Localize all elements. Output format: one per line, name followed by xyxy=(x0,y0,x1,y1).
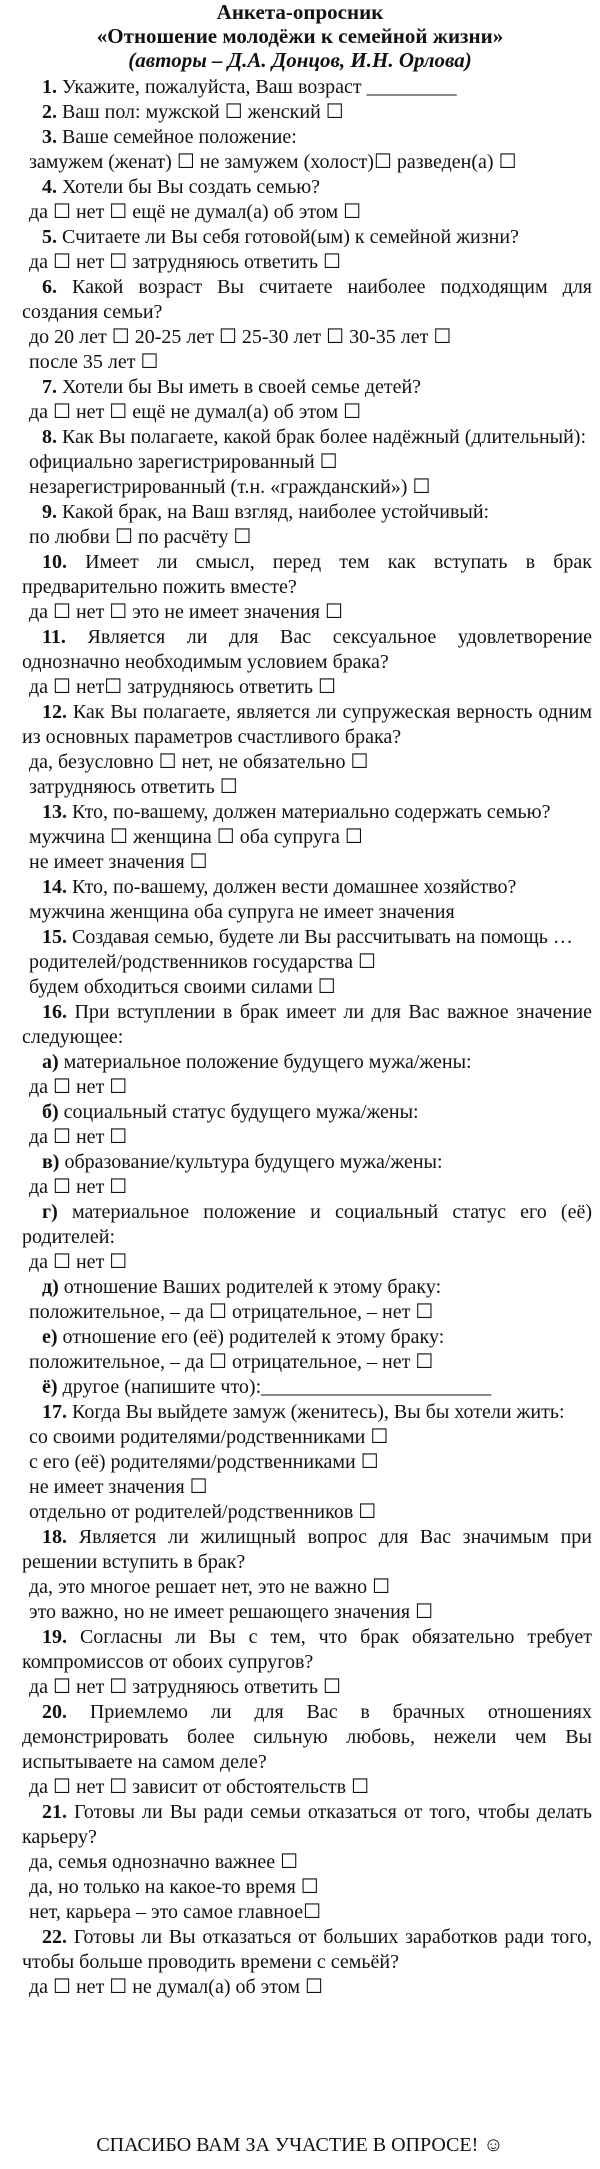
sub-question-letter: а) xyxy=(42,1051,59,1073)
question-17 xyxy=(22,1400,592,1425)
question-number: 15. xyxy=(42,926,67,948)
answer-options[interactable]: замужем (женат) ☐ не замужем (холост)☐ разведен(а) ☐ xyxy=(29,151,517,173)
sub-question-letter: г) xyxy=(42,1201,58,1223)
question-number: 6. xyxy=(42,276,57,298)
answer-options[interactable]: да, безусловно ☐ нет, не обязательно ☐ xyxy=(29,751,369,773)
answer-options[interactable]: это важно, но не имеет решающего значения ☐ xyxy=(29,1601,434,1623)
question-3 xyxy=(22,125,592,150)
question-21 xyxy=(22,1800,592,1850)
question-number: 7. xyxy=(42,376,57,398)
answer-options[interactable]: да ☐ нет ☐ затрудняюсь ответить ☐ xyxy=(29,251,341,273)
sub-question-text: отношение его (её) родителей к этому браку: xyxy=(62,1326,445,1348)
answer-options[interactable]: да ☐ нет ☐ затрудняюсь ответить ☐ xyxy=(29,1676,341,1698)
sub-question xyxy=(22,1050,592,1075)
question-number: 4. xyxy=(42,176,57,198)
question-19 xyxy=(22,1625,592,1675)
question-text: Создавая семью, будете ли Вы рассчитывать на помощь … xyxy=(72,926,573,948)
question-number: 5. xyxy=(42,226,57,248)
question-number: 18. xyxy=(42,1526,67,1548)
question-text: Готовы ли Вы ради семьи отказаться от того, чтобы делать карьеру? xyxy=(22,1801,593,1848)
sub-question-text: социальный статус будущего мужа/жены: xyxy=(63,1101,419,1123)
question-number: 14. xyxy=(42,876,67,898)
sub-question-text: отношение Ваших родителей к этому браку: xyxy=(63,1276,442,1298)
answer-options[interactable]: будем обходиться своими силами ☐ xyxy=(29,976,336,998)
document-subtitle: «Отношение молодёжи к семейной жизни» xyxy=(96,24,504,48)
question-text: При вступлении в брак имеет ли для Вас важное значение следующее: xyxy=(22,1001,593,1048)
answer-options[interactable]: не имеет значения ☐ xyxy=(29,851,208,873)
question-number: 9. xyxy=(42,501,57,523)
document-title: Анкета-опросник xyxy=(216,0,384,24)
sub-question xyxy=(22,1150,592,1175)
sub-question-text: образование/культура будущего мужа/жены: xyxy=(64,1151,443,1173)
question-text: Какой брак, на Ваш взгляд, наиболее устойчивый: xyxy=(62,501,490,523)
answer-options[interactable]: положительное, – да ☐ отрицательное, – нет ☐ xyxy=(29,1351,434,1373)
question-number: 12. xyxy=(42,701,67,723)
question-16 xyxy=(22,1000,592,1050)
answer-options[interactable]: да ☐ нет☐ затрудняюсь ответить ☐ xyxy=(29,676,336,698)
answer-options[interactable]: со своими родителями/родственниками ☐ xyxy=(29,1426,389,1448)
question-4 xyxy=(22,175,592,200)
sub-question-text: материальное положение и социальный статус его (её) родителей: xyxy=(22,1201,593,1248)
answer-options[interactable]: затрудняюсь ответить ☐ xyxy=(29,776,238,798)
question-number: 13. xyxy=(42,801,67,823)
question-text: Кто, по-вашему, должен материально содержать семью? xyxy=(72,801,551,823)
sub-question xyxy=(22,1325,592,1350)
answer-options[interactable]: да ☐ нет ☐ это не имеет значения ☐ xyxy=(29,601,343,623)
sub-question-letter: б) xyxy=(42,1101,59,1123)
answer-options[interactable]: мужчина ☐ женщина ☐ оба супруга ☐ xyxy=(29,826,363,848)
answer-options[interactable]: не имеет значения ☐ xyxy=(29,1476,208,1498)
question-text: Считаете ли Вы себя готовой(ым) к семейной жизни? xyxy=(62,226,519,248)
answer-options[interactable]: после 35 лет ☐ xyxy=(29,351,159,373)
question-text: Приемлемо ли для Вас в брачных отношениях демонстрировать более сильную любовь, нежели чем Вы испытываете на самом деле? xyxy=(22,1701,592,1773)
question-list xyxy=(22,75,592,2000)
question-text: Когда Вы выйдете замуж (женитесь), Вы бы хотели жить: xyxy=(72,1401,565,1423)
answer-options[interactable]: положительное, – да ☐ отрицательное, – нет ☐ xyxy=(29,1301,434,1323)
question-2 xyxy=(22,100,592,125)
answer-options[interactable]: с его (её) родителями/родственниками ☐ xyxy=(29,1451,379,1473)
answer-options[interactable]: отдельно от родителей/родственников ☐ xyxy=(29,1501,377,1523)
question-number: 16. xyxy=(42,1001,67,1023)
sub-question xyxy=(22,1375,592,1400)
question-15 xyxy=(22,925,592,950)
thanks-message: СПАСИБО ВАМ ЗА УЧАСТИЕ В ОПРОСЕ! ☺ xyxy=(96,2134,504,2156)
question-18 xyxy=(22,1525,592,1575)
sub-question xyxy=(22,1200,592,1250)
answer-options[interactable]: да ☐ нет ☐ не думал(а) об этом ☐ xyxy=(29,1976,323,1998)
answer-options[interactable]: незарегистрированный (т.н. «гражданский») ☐ xyxy=(29,476,431,498)
answer-options[interactable]: официально зарегистрированный ☐ xyxy=(29,451,338,473)
question-text: Готовы ли Вы отказаться от больших заработков ради того, чтобы больше проводить времени с семьёй? xyxy=(22,1926,593,1973)
question-text: Кто, по-вашему, должен вести домашнее хозяйство? xyxy=(72,876,517,898)
answer-options[interactable]: да ☐ нет ☐ ещё не думал(а) об этом ☐ xyxy=(29,201,362,223)
question-text: Ваше семейное положение: xyxy=(62,126,297,148)
question-number: 21. xyxy=(42,1801,67,1823)
sub-question-letter: д) xyxy=(42,1276,59,1298)
answer-options[interactable]: да, но только на какое-то время ☐ xyxy=(29,1876,319,1898)
question-11 xyxy=(22,625,592,675)
question-14 xyxy=(22,875,592,900)
header xyxy=(0,0,600,72)
question-text: Является ли для Вас сексуальное удовлетворение однозначно необходимым условием брака? xyxy=(22,626,592,673)
sub-question-letter: ё) xyxy=(42,1376,58,1398)
question-10 xyxy=(22,550,592,600)
question-8 xyxy=(22,425,592,450)
question-7 xyxy=(22,375,592,400)
question-number: 8. xyxy=(42,426,57,448)
question-text: Какой возраст Вы считаете наиболее подходящим для создания семьи? xyxy=(22,276,592,323)
answer-options[interactable]: да ☐ нет ☐ xyxy=(29,1176,128,1198)
answer-options[interactable]: нет, карьера – это самое главное☐ xyxy=(29,1901,322,1923)
sub-question-text: другое (напишите что):_______________________ xyxy=(62,1376,492,1398)
answer-options[interactable]: да ☐ нет ☐ xyxy=(29,1126,128,1148)
question-9 xyxy=(22,500,592,525)
question-20 xyxy=(22,1700,592,1775)
question-number: 10. xyxy=(42,551,67,573)
sub-question-letter: е) xyxy=(42,1326,58,1348)
question-13 xyxy=(22,800,592,825)
sub-question-text: материальное положение будущего мужа/жены: xyxy=(63,1051,472,1073)
answer-options[interactable]: по любви ☐ по расчёту ☐ xyxy=(29,526,252,548)
question-text: Хотели бы Вы создать семью? xyxy=(62,176,321,198)
question-text: Является ли жилищный вопрос для Вас значимым при решении вступить в брак? xyxy=(22,1526,593,1573)
question-1 xyxy=(22,75,592,100)
question-text: Как Вы полагаете, является ли супружеская верность одним из основных параметров счастливого брака? xyxy=(22,701,592,748)
answer-options[interactable]: родителей/родственников государства ☐ xyxy=(29,951,376,973)
question-number: 3. xyxy=(42,126,57,148)
question-text: Хотели бы Вы иметь в своей семье детей? xyxy=(62,376,422,398)
answer-options[interactable]: до 20 лет ☐ 20-25 лет ☐ 25-30 лет ☐ 30-35 лет ☐ xyxy=(29,326,452,348)
question-22 xyxy=(22,1925,592,1975)
answer-options[interactable]: да ☐ нет ☐ xyxy=(29,1076,128,1098)
answer-options[interactable]: да ☐ нет ☐ xyxy=(29,1251,128,1273)
question-number: 2. xyxy=(42,101,57,123)
question-text: Укажите, пожалуйста, Ваш возраст _________ xyxy=(62,76,457,98)
answer-options[interactable]: да ☐ нет ☐ ещё не думал(а) об этом ☐ xyxy=(29,401,362,423)
question-text: Имеет ли смысл, перед тем как вступать в брак предварительно пожить вместе? xyxy=(22,551,593,598)
question-number: 17. xyxy=(42,1401,67,1423)
question-text: Как Вы полагаете, какой брак более надёжный (длительный): xyxy=(62,426,587,448)
question-text: Согласны ли Вы с тем, что брак обязательно требует компромиссов от обоих супругов? xyxy=(22,1626,593,1673)
sub-question-letter: в) xyxy=(42,1151,60,1173)
sub-question xyxy=(22,1100,592,1125)
answer-options[interactable]: да, это многое решает нет, это не важно ☐ xyxy=(29,1576,391,1598)
question-text: Ваш пол: мужской ☐ женский ☐ xyxy=(62,101,344,123)
question-12 xyxy=(22,700,592,750)
document-authors: (авторы – Д.А. Донцов, И.Н. Орлова) xyxy=(128,48,472,72)
answer-options[interactable]: да ☐ нет ☐ зависит от обстоятельств ☐ xyxy=(29,1776,370,1798)
question-number: 22. xyxy=(42,1926,67,1948)
sub-question xyxy=(22,1275,592,1300)
answer-options[interactable]: да, семья однозначно важнее ☐ xyxy=(29,1851,299,1873)
question-6 xyxy=(22,275,592,325)
question-number: 1. xyxy=(42,76,57,98)
question-number: 11. xyxy=(42,626,66,648)
question-number: 20. xyxy=(42,1701,67,1723)
question-number: 19. xyxy=(42,1626,67,1648)
question-5 xyxy=(22,225,592,250)
answer-options[interactable]: мужчина женщина оба супруга не имеет значения xyxy=(29,901,455,923)
